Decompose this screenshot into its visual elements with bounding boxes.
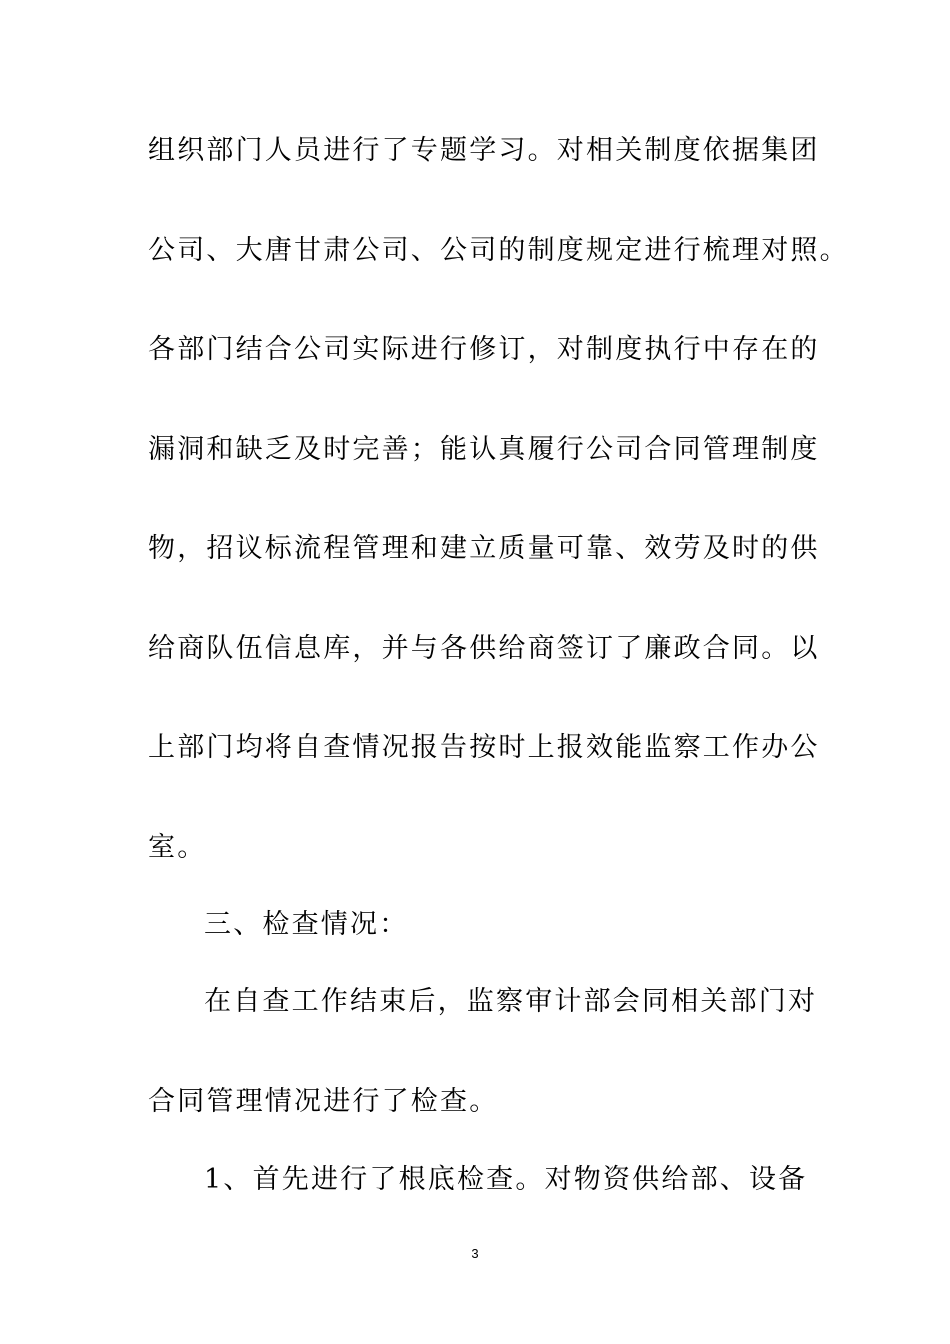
text-line-5: 物，招议标流程管理和建立质量可靠、效劳及时的供 [148, 533, 820, 564]
paragraph2-line-1: 在自查工作结束后，监察审计部会同相关部门对 [204, 986, 818, 1017]
text-line-4: 漏洞和缺乏及时完善；能认真履行公司合同管理制度 [148, 434, 820, 465]
page-number: 3 [471, 1246, 479, 1261]
paragraph2-line-2: 合同管理情况进行了检查。 [148, 1086, 499, 1117]
text-line-7: 上部门均将自查情况报告按时上报效能监察工作办公 [148, 732, 820, 763]
paragraph3-line-1: 1、首先进行了根底检查。对物资供给部、设备 [204, 1164, 808, 1195]
text-line-6: 给商队伍信息库，并与各供给商签订了廉政合同。以 [148, 633, 820, 664]
section-heading: 三、检查情况： [204, 909, 409, 940]
text-line-2: 公司、大唐甘肃公司、公司的制度规定进行梳理对照。 [148, 235, 849, 266]
text-line-8: 室。 [148, 832, 207, 863]
text-line-1: 组织部门人员进行了专题学习。对相关制度依据集团 [148, 135, 820, 166]
text-line-3: 各部门结合公司实际进行修订，对制度执行中存在的 [148, 334, 820, 365]
